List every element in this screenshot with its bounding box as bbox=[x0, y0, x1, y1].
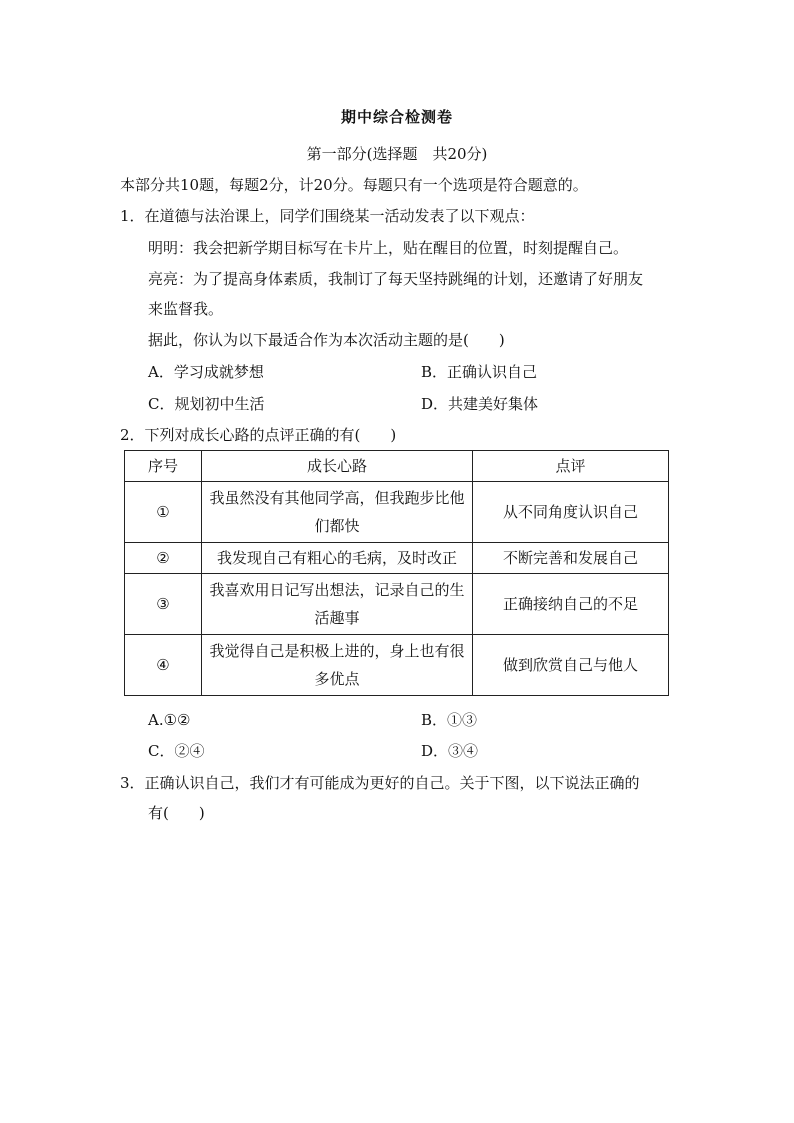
table-row bbox=[125, 543, 669, 574]
header-growth-path: 成长心路 bbox=[202, 451, 473, 482]
q1-line-liangliang: 亮亮：为了提高身体素质，我制订了每天坚持跳绳的计划，还邀请了好朋友 bbox=[148, 270, 644, 288]
row-comment: 从不同角度认识自己 bbox=[473, 482, 669, 543]
q1-line-liangliang-cont: 来监督我。 bbox=[148, 300, 224, 318]
q2-stem: 2．下列对成长心路的点评正确的有( ) bbox=[120, 426, 397, 444]
row-growth-path: 我喜欢用日记写出想法，记录自己的生活趣事 bbox=[202, 574, 473, 635]
q2-option-c[interactable]: C．②④ bbox=[148, 742, 205, 760]
part-heading: 第一部分(选择题 共20分) bbox=[306, 145, 488, 163]
table-row bbox=[125, 574, 669, 635]
row-number: ① bbox=[125, 482, 202, 543]
row-comment: 做到欣赏自己与他人 bbox=[473, 635, 669, 696]
row-number: ④ bbox=[125, 635, 202, 696]
row-comment: 正确接纳自己的不足 bbox=[473, 574, 669, 635]
row-growth-path: 我发现自己有粗心的毛病，及时改正 bbox=[202, 543, 473, 574]
q2-option-a[interactable]: A.①② bbox=[148, 711, 191, 729]
table-header-row bbox=[125, 451, 669, 482]
q1-option-a[interactable]: A．学习成就梦想 bbox=[148, 363, 264, 381]
header-comment: 点评 bbox=[473, 451, 669, 482]
q1-option-b[interactable]: B．正确认识自己 bbox=[421, 363, 538, 381]
page-title: 期中综合检测卷 bbox=[340, 108, 453, 126]
q1-option-d[interactable]: D．共建美好集体 bbox=[421, 395, 539, 413]
instructions: 本部分共10题，每题2分，计20分。每题只有一个选项是符合题意的。 bbox=[120, 176, 588, 194]
q2-option-b[interactable]: B．①③ bbox=[421, 711, 478, 729]
row-number: ③ bbox=[125, 574, 202, 635]
q1-option-c[interactable]: C．规划初中生活 bbox=[148, 395, 265, 413]
q1-line-mingming: 明明：我会把新学期目标写在卡片上，贴在醒目的位置，时刻提醒自己。 bbox=[148, 239, 629, 257]
q2-option-d[interactable]: D．③④ bbox=[421, 742, 479, 760]
growth-table bbox=[124, 450, 669, 696]
row-number: ② bbox=[125, 543, 202, 574]
table-row bbox=[125, 482, 669, 543]
row-growth-path: 我觉得自己是积极上进的，身上也有很多优点 bbox=[202, 635, 473, 696]
header-number: 序号 bbox=[125, 451, 202, 482]
row-comment: 不断完善和发展自己 bbox=[473, 543, 669, 574]
q3-stem: 3．正确认识自己，我们才有可能成为更好的自己。关于下图，以下说法正确的 bbox=[120, 774, 640, 792]
q1-stem: 1．在道德与法治课上，同学们围绕某一活动发表了以下观点： bbox=[120, 207, 535, 225]
row-growth-path: 我虽然没有其他同学高，但我跑步比他们都快 bbox=[202, 482, 473, 543]
q1-question: 据此，你认为以下最适合作为本次活动主题的是( ) bbox=[148, 331, 505, 349]
q3-stem-cont: 有( ) bbox=[148, 804, 205, 822]
table-row bbox=[125, 635, 669, 696]
